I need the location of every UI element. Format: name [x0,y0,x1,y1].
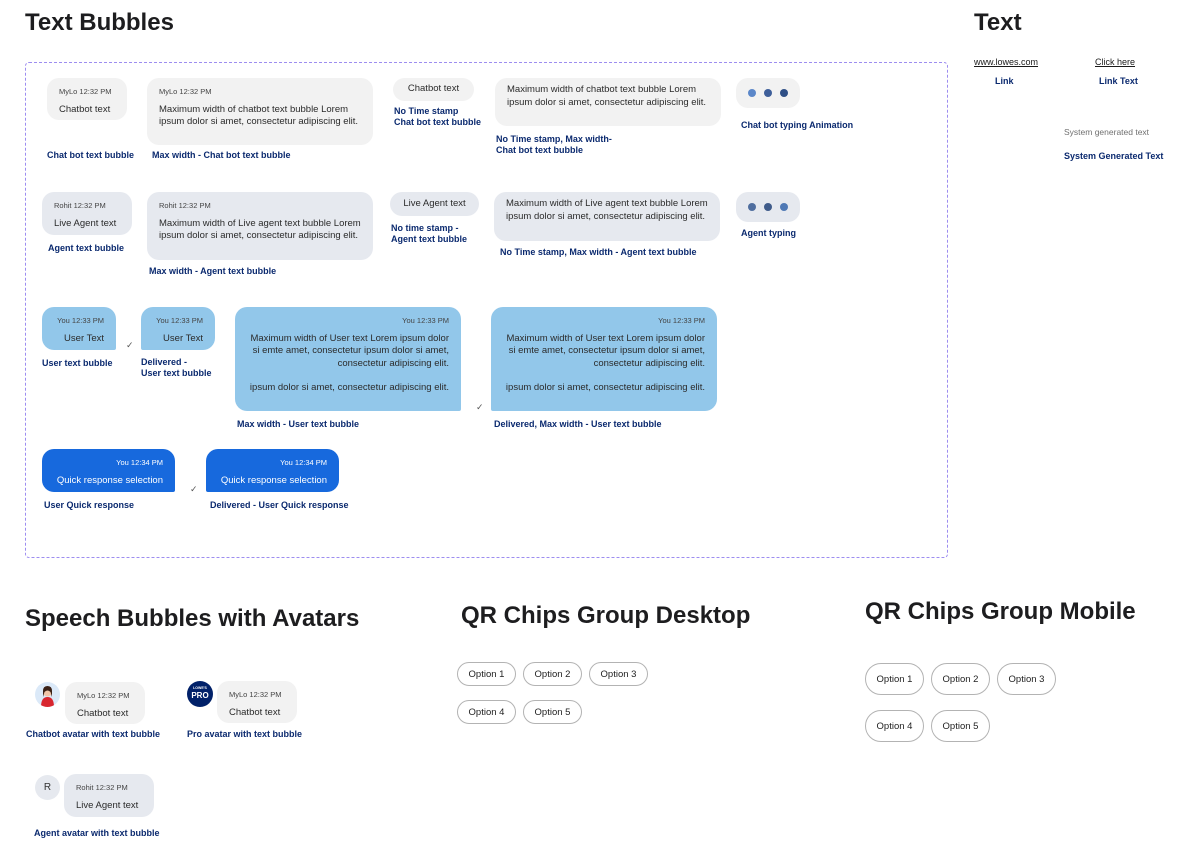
speech-bubbles-title: Speech Bubbles with Avatars [25,605,360,632]
caption: Agent avatar with text bubble [34,828,160,838]
user-bubble [42,307,116,350]
bubble-text: Quick response selection [220,474,327,486]
qr-chip-option-3[interactable]: Option 3 [589,662,648,686]
chatbot-max-bubble [147,78,373,145]
agent-typing-bubble [736,192,800,222]
check-icon: ✓ [476,402,484,412]
check-icon: ✓ [190,484,198,494]
caption: Delivered - User Quick response [210,500,349,510]
bubble-meta: MyLo 12:32 PM [159,87,212,96]
qr-chip-option-2[interactable]: Option 2 [523,662,582,686]
bubble-text: ipsum dolor si amet, consectetur adipiscing elit. [505,382,705,393]
caption: Chat bot typing Animation [741,120,854,130]
bubble-text: User Text [64,332,104,344]
qr-mobile-title: QR Chips Group Mobile [865,598,1136,625]
bubble-text: Chatbot text [77,707,129,719]
pro-avatar-bubble [217,681,297,723]
bubble-text: Maximum width of Live agent text bubble Lorem ipsum dolor si amet, consectetur adipiscing elit. [506,198,708,222]
caption: Chat bot text bubble [47,150,134,160]
bubble-meta: MyLo 12:32 PM [77,691,130,700]
agent-no-timestamp-max-bubble [494,192,720,241]
caption: Pro avatar with text bubble [187,729,303,739]
qr-chip-option-5[interactable]: Option 5 [523,700,582,724]
bubble-meta: You 12:33 PM [658,316,705,325]
qr-mobile-chip-option-5[interactable]: Option 5 [931,710,990,742]
quick-response-bubble [42,449,175,492]
bubble-text: ipsum dolor si amet, consectetur adipiscing elit. [249,382,449,393]
chatbot-typing-bubble [736,78,800,108]
bubble-meta: MyLo 12:32 PM [59,87,112,96]
bubble-meta: You 12:33 PM [156,316,203,325]
qr-mobile-chip-option-1[interactable]: Option 1 [865,663,924,695]
qr-mobile-chip-option-2[interactable]: Option 2 [931,663,990,695]
bubble-text: Live Agent text [403,198,466,209]
caption: Max width - Chat bot text bubble [152,150,291,160]
user-max-bubble [235,307,461,411]
chatbot-avatar-bubble [65,682,145,724]
qr-chip-option-1[interactable]: Option 1 [457,662,516,686]
caption: No Time stamp, Max width- Chat bot text bubble [496,134,612,155]
text-bubbles-title: Text Bubbles [25,9,174,36]
bubble-text: Live Agent text [54,217,117,229]
bubble-text: Maximum width of User text Lorem ipsum dolor si emte amet, consectetur ipsum dolor si amet, consectetur adipiscing elit. [250,332,449,369]
bubble-meta: MyLo 12:32 PM [229,690,282,699]
typing-dots-icon [736,192,800,222]
bubble-text: Maximum width of chatbot text bubble Lorem ipsum dolor si amet, consectetur adipiscing elit. [507,84,707,108]
caption: User Quick response [44,500,135,510]
caption: Max width - User text bubble [237,419,360,429]
chatbot-avatar [35,682,60,707]
pro-avatar [187,681,213,707]
system-generated-text: System generated text [1064,127,1150,137]
link-text[interactable]: Click here [1095,57,1136,67]
caption: No time stamp - Agent text bubble [391,223,467,244]
bubble-meta: Rohit 12:32 PM [54,201,106,210]
caption: Link Text [1099,76,1138,86]
caption: Max width - Agent text bubble [149,266,277,276]
bubble-meta: You 12:33 PM [402,316,449,325]
bubble-meta: You 12:34 PM [280,458,327,467]
bubble-text: Chatbot text [229,706,281,718]
bubble-text: Maximum width of User text Lorem ipsum dolor si emte amet, consectetur ipsum dolor si amet, consectetur adipiscing elit. [506,332,705,369]
caption: Chatbot avatar with text bubble [26,729,161,739]
bubble-text: Live Agent text [76,799,139,811]
pro-badge-text: PRO [191,691,209,700]
bubble-meta: Rohit 12:32 PM [76,783,128,792]
qr-chip-option-4[interactable]: Option 4 [457,700,516,724]
bubble-text: User Text [163,332,203,344]
bubble-text: Chatbot text [59,103,111,115]
check-icon: ✓ [126,340,134,350]
qr-mobile-chip-option-4[interactable]: Option 4 [865,710,924,742]
caption: Link [995,76,1014,86]
link[interactable]: www.lowes.com [974,57,1039,67]
caption: No Time stamp Chat bot text bubble [394,106,481,127]
qr-mobile-chip-option-3[interactable]: Option 3 [997,663,1056,695]
caption: Agent text bubble [48,243,124,253]
caption: User text bubble [42,358,113,368]
bubble-meta: You 12:34 PM [116,458,163,467]
bubble-text: Maximum width of Live agent text bubble Lorem ipsum dolor si amet, consectetur adipiscing elit. [159,217,361,241]
caption: Agent typing [741,228,796,238]
qr-desktop-title: QR Chips Group Desktop [461,602,751,629]
chatbot-no-timestamp-max-bubble [495,78,721,126]
quick-response-delivered-bubble [206,449,339,492]
user-delivered-bubble [141,307,215,350]
agent-avatar-bubble [64,774,154,817]
agent-bubble [42,192,132,235]
bubble-meta: Rohit 12:32 PM [159,201,211,210]
caption: System Generated Text [1064,151,1164,161]
chatbot-no-timestamp-bubble [393,78,474,101]
caption: Delivered, Max width - User text bubble [494,419,662,429]
text-title: Text [974,9,1022,36]
typing-dots-icon [736,78,800,108]
chatbot-bubble [47,78,127,120]
caption: Delivered - User text bubble [141,357,212,378]
pro-badge-top: LOWE'S [193,686,207,690]
bubble-text: Chatbot text [407,83,460,94]
agent-no-timestamp-bubble [390,192,479,216]
agent-avatar: R [35,775,60,800]
caption: No Time stamp, Max width - Agent text bubble [500,247,697,257]
bubble-text: Quick response selection [56,474,163,486]
user-delivered-max-bubble [491,307,717,411]
agent-max-bubble [147,192,373,260]
bubble-meta: You 12:33 PM [57,316,104,325]
bubble-text: Maximum width of chatbot text bubble Lorem ipsum dolor si amet, consectetur adipiscing elit. [159,103,359,127]
